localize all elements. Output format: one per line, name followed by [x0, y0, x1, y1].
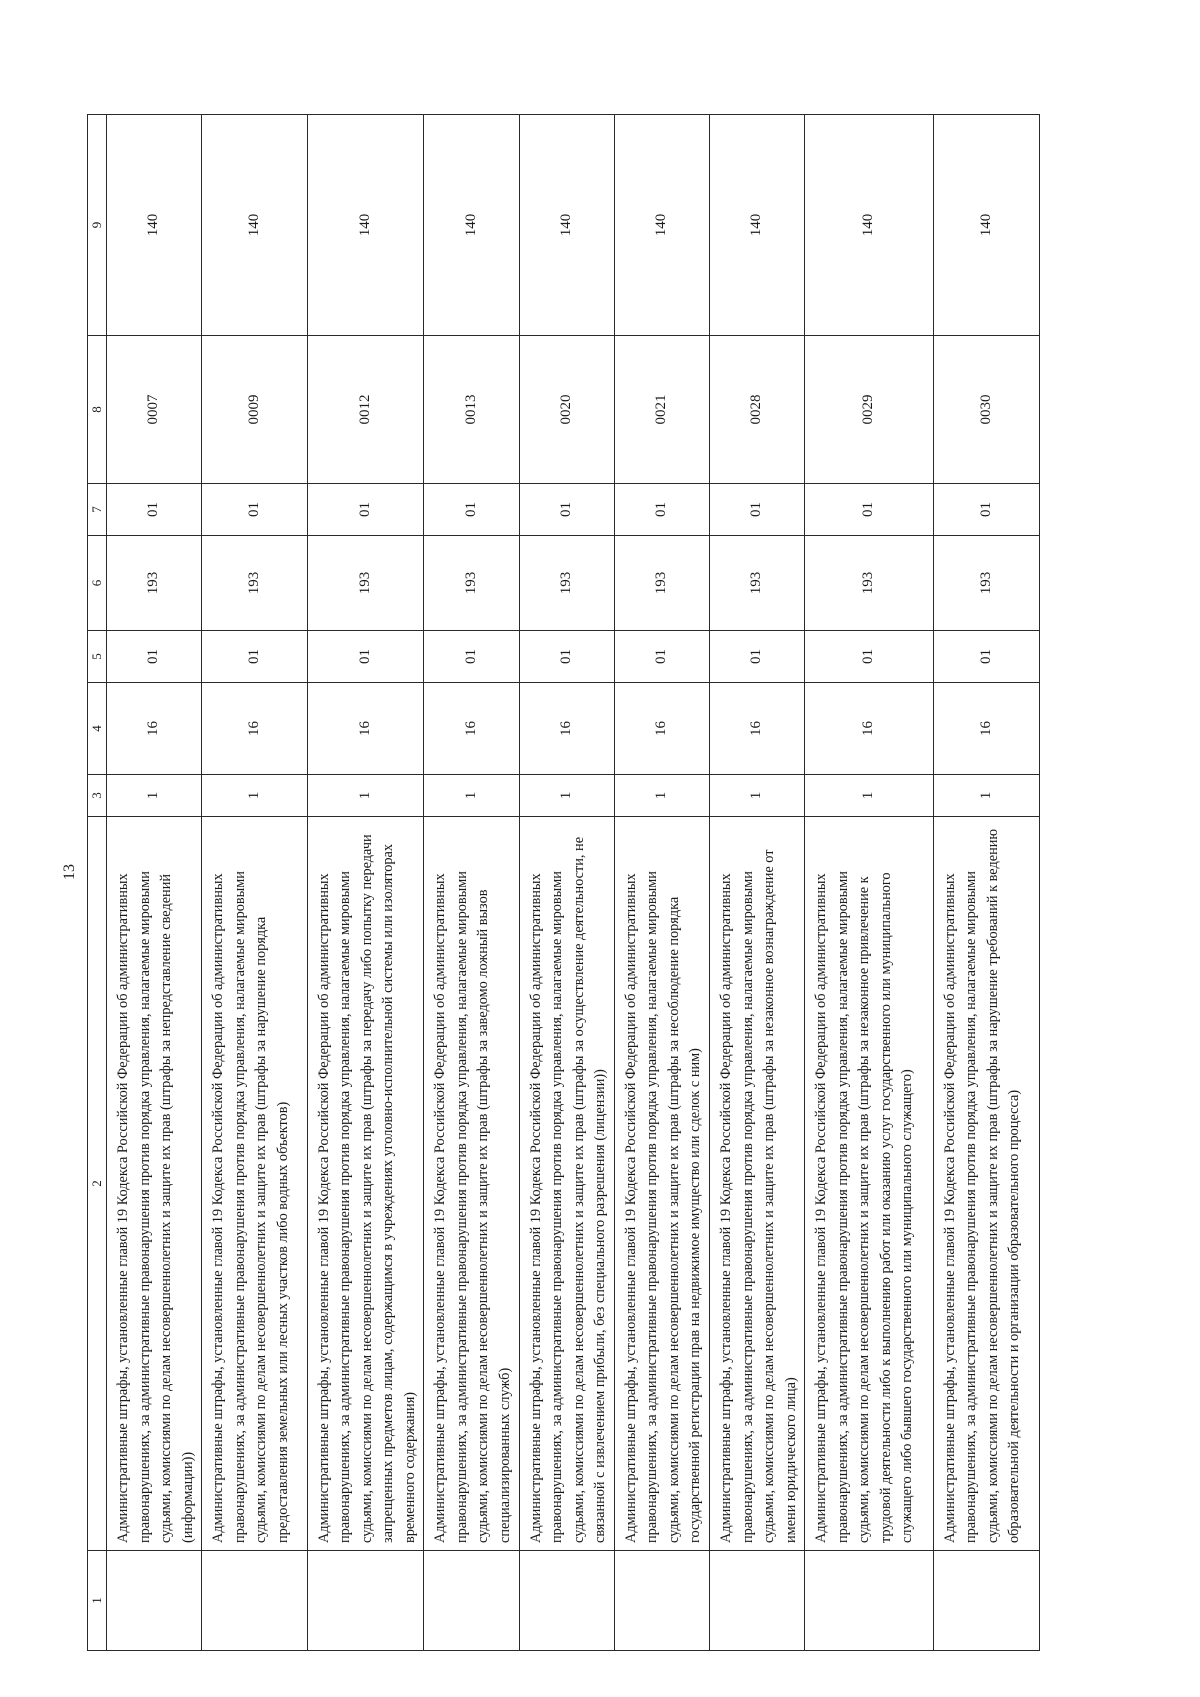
code-cell: 193 — [107, 536, 202, 631]
code-cell: 16 — [202, 683, 307, 775]
code-cell: 01 — [805, 484, 933, 536]
code-cell: 1 — [307, 775, 424, 817]
column-header: 9 — [88, 115, 107, 336]
col1-cell — [107, 1551, 202, 1651]
col1-cell — [805, 1551, 933, 1651]
description-cell: Административные штрафы, установленные главой 19 Кодекса Российской Федерации об административных правонарушениях, за административные правонарушения против порядка управления, налагаемые мировыми судьями, комиссиями по делам несовершеннолетних и защите их прав (штрафы за нарушение порядка предоставления земельных или лесных участков либо водных объектов) — [202, 817, 307, 1551]
table-row — [933, 115, 1039, 1651]
code-cell: 16 — [933, 683, 1039, 775]
description-cell: Административные штрафы, установленные главой 19 Кодекса Российской Федерации об административных правонарушениях, за административные правонарушения против порядка управления, налагаемые мировыми судьями, комиссиями по делам несовершеннолетних и защите их прав (штрафы за заведомо ложный вызов специализированных служб) — [424, 817, 519, 1551]
col1-cell — [424, 1551, 519, 1651]
code-cell: 0020 — [519, 336, 614, 484]
code-cell: 140 — [933, 115, 1039, 336]
description-cell: Административные штрафы, установленные главой 19 Кодекса Российской Федерации об административных правонарушениях, за административные правонарушения против порядка управления, налагаемые мировыми судьями, комиссиями по делам несовершеннолетних и защите их прав (штрафы за осуществление деятельности, не связанной с извлечением прибыли, без специального разрешения (лицензии)) — [519, 817, 614, 1551]
header-row — [88, 115, 107, 1651]
col1-cell — [307, 1551, 424, 1651]
code-cell: 140 — [710, 115, 805, 336]
code-cell: 0030 — [933, 336, 1039, 484]
code-cell: 1 — [519, 775, 614, 817]
table-row — [710, 115, 805, 1651]
code-cell: 01 — [424, 631, 519, 683]
code-cell: 140 — [614, 115, 709, 336]
code-cell: 16 — [710, 683, 805, 775]
code-cell: 193 — [614, 536, 709, 631]
col1-cell — [519, 1551, 614, 1651]
code-cell: 16 — [805, 683, 933, 775]
code-cell: 0009 — [202, 336, 307, 484]
code-cell: 193 — [933, 536, 1039, 631]
code-cell: 193 — [805, 536, 933, 631]
code-cell: 0029 — [805, 336, 933, 484]
col1-cell — [933, 1551, 1039, 1651]
table-row — [805, 115, 933, 1651]
code-cell: 16 — [519, 683, 614, 775]
table-row — [519, 115, 614, 1651]
code-cell: 01 — [202, 484, 307, 536]
code-cell: 01 — [202, 631, 307, 683]
code-cell: 140 — [202, 115, 307, 336]
code-cell: 01 — [307, 484, 424, 536]
code-cell: 193 — [424, 536, 519, 631]
table-row — [614, 115, 709, 1651]
col1-cell — [710, 1551, 805, 1651]
table-row — [307, 115, 424, 1651]
code-cell: 01 — [424, 484, 519, 536]
col1-cell — [202, 1551, 307, 1651]
code-cell: 140 — [805, 115, 933, 336]
table-row — [107, 115, 202, 1651]
code-cell: 01 — [614, 631, 709, 683]
table-row — [424, 115, 519, 1651]
code-cell: 1 — [424, 775, 519, 817]
code-cell: 140 — [519, 115, 614, 336]
column-header: 8 — [88, 336, 107, 484]
rotated-table-container — [87, 115, 1040, 1651]
budget-classification-table — [87, 114, 1040, 1651]
column-header: 4 — [88, 683, 107, 775]
code-cell: 193 — [307, 536, 424, 631]
column-header: 2 — [88, 817, 107, 1551]
code-cell: 1 — [614, 775, 709, 817]
code-cell: 01 — [519, 631, 614, 683]
code-cell: 0012 — [307, 336, 424, 484]
code-cell: 01 — [519, 484, 614, 536]
column-header: 1 — [88, 1551, 107, 1651]
page-number: 13 — [61, 864, 78, 880]
code-cell: 193 — [710, 536, 805, 631]
description-cell: Административные штрафы, установленные главой 19 Кодекса Российской Федерации об административных правонарушениях, за административные правонарушения против порядка управления, налагаемые мировыми судьями, комиссиями по делам несовершеннолетних и защите их прав (штрафы за несоблюдение порядка государственной регистрации прав на недвижимое имущество или сделок с ним) — [614, 817, 709, 1551]
code-cell: 0021 — [614, 336, 709, 484]
code-cell: 16 — [614, 683, 709, 775]
description-cell: Административные штрафы, установленные главой 19 Кодекса Российской Федерации об административных правонарушениях, за административные правонарушения против порядка управления, налагаемые мировыми судьями, комиссиями по делам несовершеннолетних и защите их прав (штрафы за непредставление сведений (информации)) — [107, 817, 202, 1551]
code-cell: 140 — [424, 115, 519, 336]
description-cell: Административные штрафы, установленные главой 19 Кодекса Российской Федерации об административных правонарушениях, за административные правонарушения против порядка управления, налагаемые мировыми судьями, комиссиями по делам несовершеннолетних и защите их прав (штрафы за нарушение требований к ведению образовательной деятельности и организации образовательного процесса) — [933, 817, 1039, 1551]
code-cell: 140 — [107, 115, 202, 336]
code-cell: 140 — [307, 115, 424, 336]
code-cell: 01 — [933, 484, 1039, 536]
code-cell: 01 — [307, 631, 424, 683]
code-cell: 1 — [202, 775, 307, 817]
code-cell: 0007 — [107, 336, 202, 484]
code-cell: 0013 — [424, 336, 519, 484]
code-cell: 01 — [107, 484, 202, 536]
code-cell: 01 — [805, 631, 933, 683]
code-cell: 1 — [805, 775, 933, 817]
description-cell: Административные штрафы, установленные главой 19 Кодекса Российской Федерации об административных правонарушениях, за административные правонарушения против порядка управления, налагаемые мировыми судьями, комиссиями по делам несовершеннолетних и защите их прав (штрафы за незаконное вознаграждение от имени юридического лица) — [710, 817, 805, 1551]
code-cell: 193 — [519, 536, 614, 631]
code-cell: 01 — [710, 631, 805, 683]
code-cell: 1 — [107, 775, 202, 817]
code-cell: 1 — [933, 775, 1039, 817]
code-cell: 16 — [307, 683, 424, 775]
code-cell: 193 — [202, 536, 307, 631]
column-header: 3 — [88, 775, 107, 817]
code-cell: 16 — [424, 683, 519, 775]
column-header: 7 — [88, 484, 107, 536]
code-cell: 01 — [710, 484, 805, 536]
code-cell: 01 — [107, 631, 202, 683]
table-row — [202, 115, 307, 1651]
code-cell: 01 — [933, 631, 1039, 683]
code-cell: 01 — [614, 484, 709, 536]
code-cell: 0028 — [710, 336, 805, 484]
column-header: 5 — [88, 631, 107, 683]
description-cell: Административные штрафы, установленные главой 19 Кодекса Российской Федерации об административных правонарушениях, за административные правонарушения против порядка управления, налагаемые мировыми судьями, комиссиями по делам несовершеннолетних и защите их прав (штрафы за незаконное привлечение к трудовой деятельности либо к выполнению работ или оказанию услуг государственного или муниципального служащего либо бывшего государственного или муниципального служащего) — [805, 817, 933, 1551]
code-cell: 16 — [107, 683, 202, 775]
description-cell: Административные штрафы, установленные главой 19 Кодекса Российской Федерации об административных правонарушениях, за административные правонарушения против порядка управления, налагаемые мировыми судьями, комиссиями по делам несовершеннолетних и защите их прав (штрафы за передачу либо попытку передачи запрещенных предметов лицам, содержащимся в учреждениях уголовно-исполнительной системы или изоляторах временного содержания) — [307, 817, 424, 1551]
column-header: 6 — [88, 536, 107, 631]
code-cell: 1 — [710, 775, 805, 817]
col1-cell — [614, 1551, 709, 1651]
